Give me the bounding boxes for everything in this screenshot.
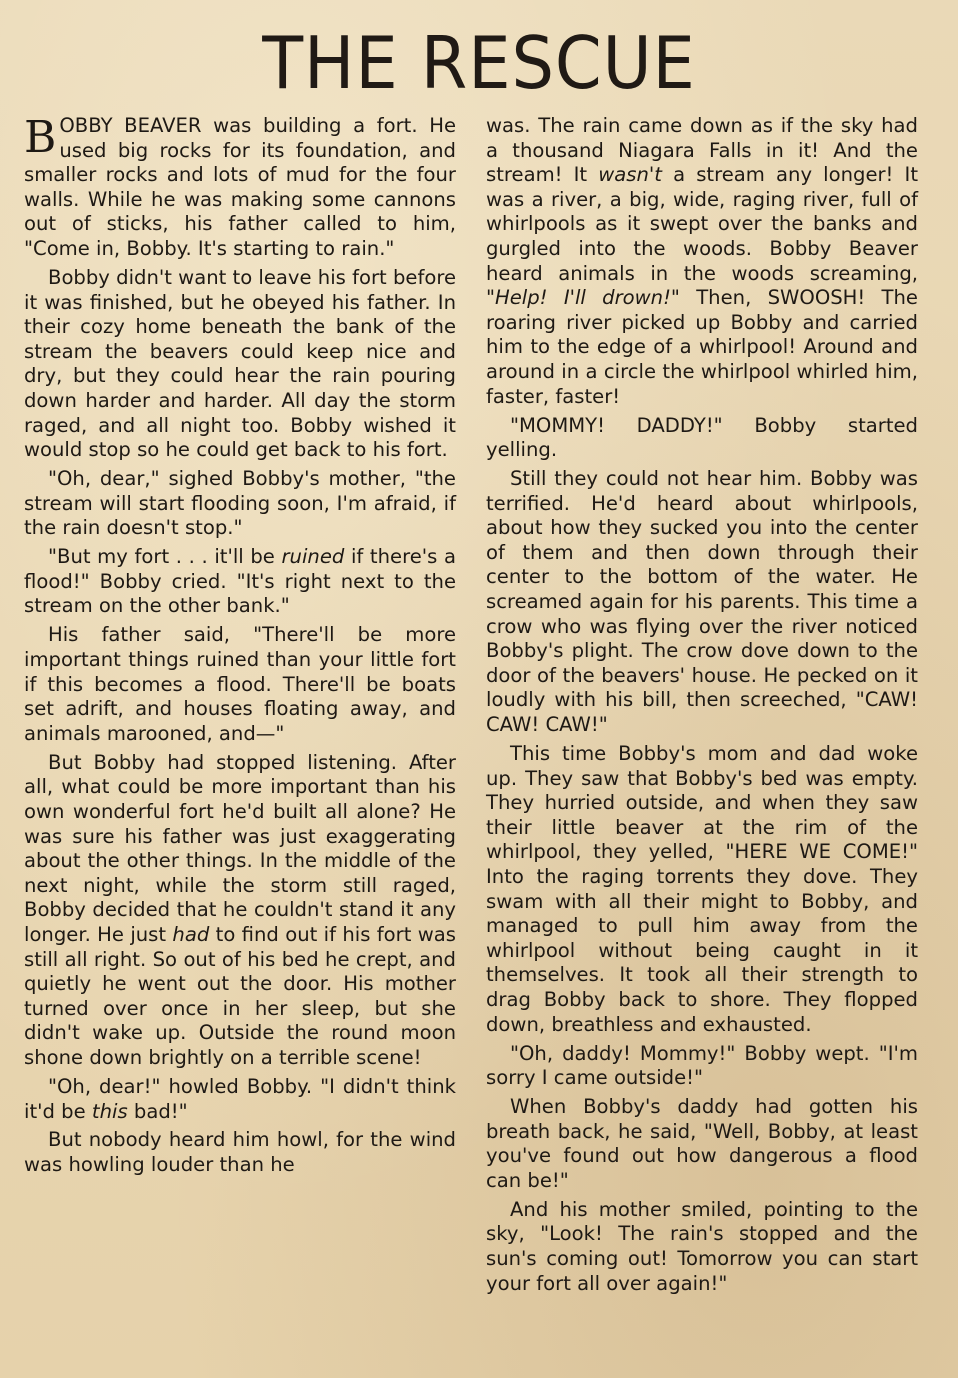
paragraph-text: was. The rain came down as if the sky had a thousand Niagara Falls in it! And the stream! It xyxy=(486,114,918,187)
story-column-left xyxy=(24,114,456,1182)
paragraph: His father said, "There'll be more important things ruined than your little fort if this becomes a flood. There'll be boats set adrift, and houses floating away, and animals marooned, and—" xyxy=(24,623,456,745)
story-title: THE RESCUE xyxy=(262,21,696,105)
paragraph-text: a stream any longer! It was a river, a big, wide, raging river, full of whirlpools as it swept over the banks and gurgled into the woods. Bobby Beaver heard animals in the woods screaming, xyxy=(486,163,919,285)
paragraph xyxy=(486,114,918,409)
paragraph-text: Then, SWOOSH! The roaring river picked up Bobby and carried him to the edge of a whirlpool! Around and around in a circle the whirlpool whirled him, faster, faster! xyxy=(486,286,918,408)
paragraph: And his mother smiled, pointing to the sky, "Look! The rain's stopped and the sun's coming out! Tomorrow you can start your fort all over again!" xyxy=(486,1197,918,1295)
emphasis-text: ruined xyxy=(281,545,345,569)
paragraph xyxy=(24,1075,456,1124)
drop-cap: B xyxy=(24,112,57,163)
paragraph-text: But Bobby had stopped listening. After all, what could be more important than his own wonderful fort he'd built all alone? He was sure his father was just exaggerating about the other things. In the middle of the next night, while the storm still raged, Bobby decided that he couldn't stand it any longer. He just xyxy=(24,750,456,946)
emphasis-text: this xyxy=(91,1099,128,1123)
emphasis-text: "Help! I'll drown!" xyxy=(486,286,680,310)
emphasis-text: had xyxy=(172,922,210,946)
paragraph: This time Bobby's mom and dad woke up. They saw that Bobby's bed was empty. They hurried outside, and when they saw their little beaver at the rim of the whirlpool, they yelled, "HERE WE COME!" Into the raging torrents they dove. They swam with all their might to Bobby, and managed to pull him away from the whirlpool without being caught in it themselves. It took all their strength to drag Bobby back to shore. They flopped down, breathless and exhausted. xyxy=(486,742,918,1036)
paragraph xyxy=(24,114,456,262)
emphasis-text: wasn't xyxy=(598,163,662,187)
paragraph-text: to find out if his fort was still all right. So out of his bed he crept, and quietly he went out the door. His mother turned over once in her sleep, but she didn't wake up. Outside the round moon shone down brightly on a terrible scene! xyxy=(24,922,456,1069)
paragraph: When Bobby's daddy had gotten his breath back, he said, "Well, Bobby, at least you've found out how dangerous a flood can be!" xyxy=(486,1095,918,1192)
paragraph: But nobody heard him howl, for the wind was howling louder than he xyxy=(24,1128,456,1177)
paragraph-text: bad!" xyxy=(127,1099,188,1123)
paragraph xyxy=(24,751,456,1071)
paragraph: "MOMMY! DADDY!" Bobby started yelling. xyxy=(486,413,918,462)
story-column-right xyxy=(486,114,918,1301)
paragraph: Still they could not hear him. Bobby was terrified. He'd heard about whirlpools, about how they sucked you into the center of them and then down through their center to the bottom of the water. He screamed again for his parents. This time a crow who was flying over the river noticed Bobby's plight. The crow dove down to the door of the beavers' house. He pecked on it loudly with his bill, then screeched, "CAW! CAW! CAW!" xyxy=(486,467,918,737)
paragraph-text: OBBY BEAVER was building a fort. He used big rocks for its foundation, and smaller rocks and lots of mud for the four walls. While he was making some cannons out of sticks, his father called to him, "Come in, Bobby. It's starting to rain." xyxy=(24,114,456,260)
paragraph-text: "Oh, dear!" howled Bobby. "I didn't think it'd be xyxy=(24,1074,456,1123)
paragraph: "Oh, dear," sighed Bobby's mother, "the stream will start flooding soon, I'm afraid, if the rain doesn't stop." xyxy=(24,467,456,540)
paragraph-text: if there's a flood!" Bobby cried. "It's right next to the stream on the other bank." xyxy=(24,545,456,618)
paragraph xyxy=(24,545,456,619)
paragraph: Bobby didn't want to leave his fort before it was finished, but he obeyed his father. In their cozy home beneath the bank of the stream the beavers could keep nice and dry, but they could hear the rain pouring down harder and harder. All day the storm raged, and all night too. Bobby wished it would stop so he could get back to his fort. xyxy=(24,265,457,462)
paragraph: "Oh, daddy! Mommy!" Bobby wept. "I'm sorry I came outside!" xyxy=(486,1041,918,1090)
paragraph-text: "But my fort . . . it'll be xyxy=(48,545,282,569)
